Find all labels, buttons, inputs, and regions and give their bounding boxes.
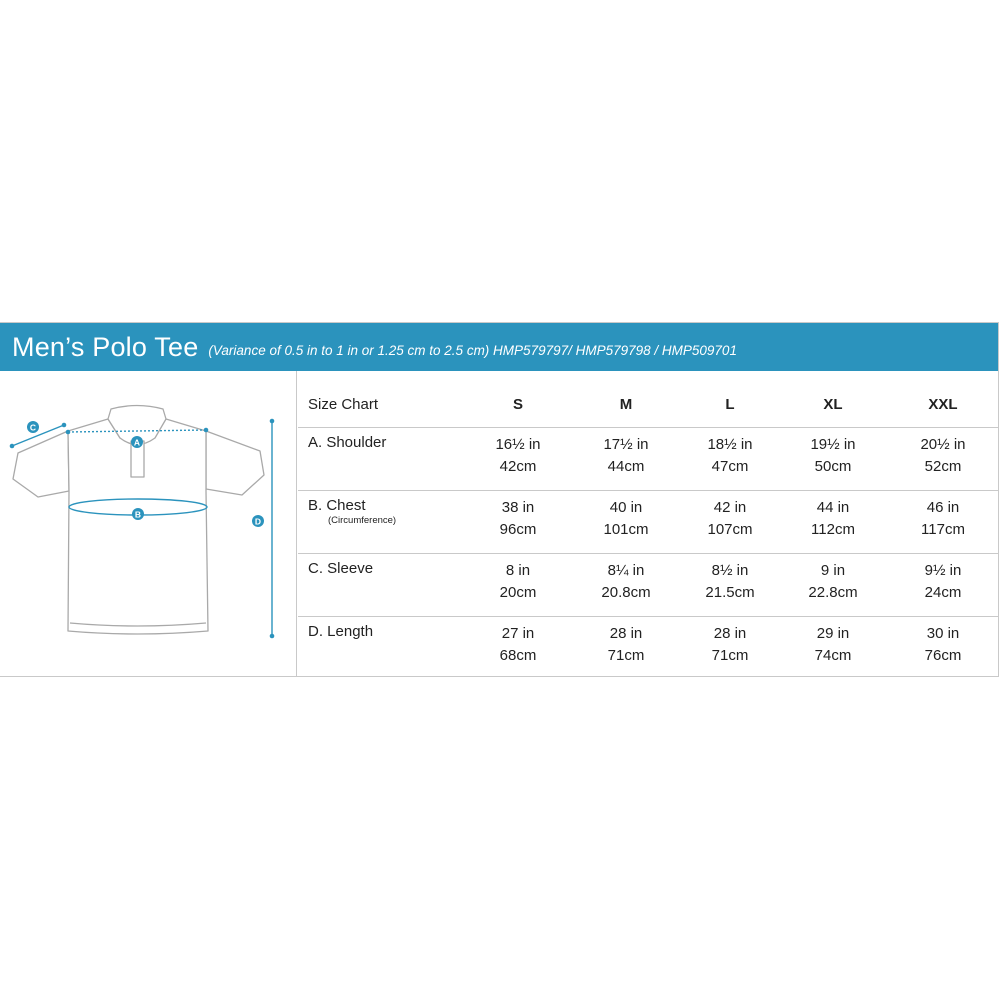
- marker-b: [132, 508, 144, 520]
- table-cell: 9½ in 24cm: [887, 553, 999, 616]
- row-label: C. Sleeve: [298, 553, 465, 616]
- svg-text:A: A: [133, 437, 141, 448]
- table-cell: 28 in 71cm: [711, 624, 749, 664]
- table-cell: 17½ in 44cm: [571, 427, 681, 490]
- table-row-sleeve: [298, 553, 999, 616]
- table-cell: 16½ in 42cm: [465, 427, 571, 490]
- table-cell: 40 in 101cm: [571, 490, 681, 553]
- marker-c: [27, 421, 39, 433]
- table-cell: 29 in 74cm: [814, 624, 852, 664]
- size-header-m: M: [571, 382, 681, 427]
- marker-a: [131, 436, 143, 448]
- svg-text:D: D: [254, 516, 262, 527]
- row-label: B. Chest (Circumference): [298, 490, 465, 553]
- size-header-xxl: XXL: [887, 382, 999, 427]
- size-table: [298, 382, 999, 679]
- size-chart-label: Size Chart: [298, 382, 465, 427]
- table-cell: 8½ in 21.5cm: [681, 553, 779, 616]
- table-cell: 8¼ in 20.8cm: [571, 553, 681, 616]
- table-row-length: [298, 616, 999, 679]
- table-row-chest: [298, 490, 999, 553]
- header-subtitle: (Variance of 0.5 in to 1 in or 1.25 cm to 2.5 cm) HMP579797/ HMP579798 / HMP509701: [208, 342, 737, 358]
- size-chart-card: [0, 322, 999, 677]
- table-cell: 18½ in 47cm: [681, 427, 779, 490]
- row-label: D. Length: [308, 622, 374, 640]
- table-cell: 46 in 117cm: [887, 490, 999, 553]
- table-cell: 44 in 112cm: [779, 490, 887, 553]
- header-bar: [0, 323, 998, 371]
- svg-text:C: C: [29, 422, 37, 433]
- table-cell: 27 in 68cm: [499, 624, 537, 664]
- table-cell: 30 in 76cm: [924, 624, 962, 664]
- table-cell: 28 in 71cm: [607, 624, 645, 664]
- size-header-l: L: [681, 382, 779, 427]
- polo-shirt-illustration: [0, 371, 296, 677]
- table-cell: 9 in 22.8cm: [779, 553, 887, 616]
- row-note: (Circumference): [328, 514, 397, 526]
- svg-text:B: B: [134, 509, 142, 520]
- row-label: A. Shoulder: [298, 427, 465, 490]
- marker-d: [252, 515, 264, 527]
- page-title: Men’s Polo Tee: [12, 331, 199, 362]
- table-cell: 19½ in 50cm: [779, 427, 887, 490]
- size-header-xl: XL: [779, 382, 887, 427]
- size-header-row: [298, 382, 999, 427]
- polo-diagram: [0, 371, 297, 677]
- table-row-shoulder: [298, 427, 999, 490]
- table-cell: 42 in 107cm: [681, 490, 779, 553]
- table-cell: 20½ in 52cm: [887, 427, 999, 490]
- size-header-s: S: [465, 382, 571, 427]
- table-cell: 8 in 20cm: [465, 553, 571, 616]
- table-cell: 38 in 96cm: [465, 490, 571, 553]
